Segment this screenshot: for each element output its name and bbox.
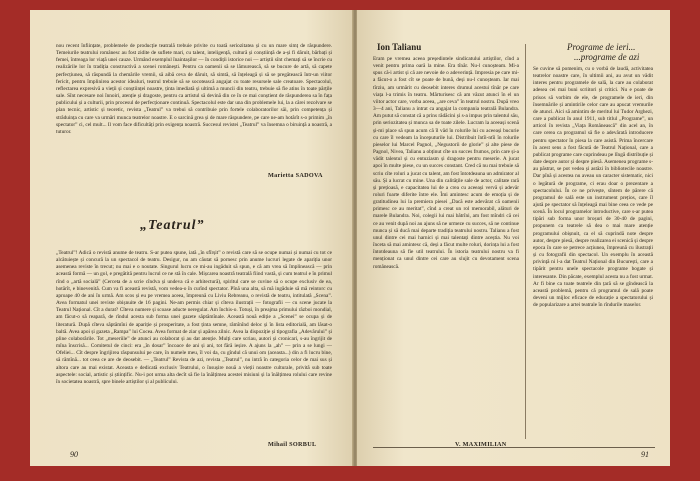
bottom-rule (373, 447, 655, 448)
page-number-left: 90 (70, 450, 78, 459)
programs-heading-2: ...programe de azi (574, 52, 640, 62)
talianu-text: Eram pe vremea aceea președintele sindicatului artiștilor, cînd a venit pentru prima oară la mine. Era tînăr. Nu-l cunoșteam. Mi-a spus că-i artist și că are nevoie de o adeverință. Impresia pe care mi-a făcut-o a fost cît se poate de bună, deși nu-l cunoșteam. Iar mai tîrziu, am urmărit cu deosebit interes drumul acestui tînăr pe care viața l-a trimis în teatru. Mărturisesc că am văzut atunci în el un viitor actor care, vorba aceea, „are ceva” în teatrul nostru. După vreo 3—4 ani, Talianu a intrat ca angajat la compania teatrală Bulandra. Am putut să constat că a prins rădăcini și s-a impus prin talentul său, prin seriozitatea și munca sa de toate zilele. Lucram la aceeași scenă și-mi place să spun acum că îl văd în rolurile lui cu aceeași bucurie cu care îl vedeam la începuturile lui. Distribuit întîi-ntîi în rolurile pieselor lui Marcel Pagnol, „Negustorii de glorie” și alte piese de Pagnol, Nivea, Talianu a obținut cîte un succes frumos, prin care și-a vădit talentul și cu entuziasm și dragoste pentru meserie. A jucat apoi în multe piese, cu un succes constant. Cred că nu mai trebuie să scriu cîte roluri a jucat cu talent, am fost întotdeauna un admirator al său. Și a lucrat cu mine. Una din calitățile sale de actor, calitate rară și prețioasă, e capacitatea lui de a crea cu aceeași vervă și adevăr roluri foarte diferite între ele. Îmi amintesc acum de emoția și de gratitudinea lui la premiera piesei „Dacă este adevărat că oamenii primesc ce au meritat”, cînd a creat un rol memorabil, alături de marele Bulandra. Noi, colegii lui mai bătrîni, am fost mîndri că cei ce au venit după noi au ajuns să ne urmeze cu succes, să ne continue munca și să ducă mai departe tradiția teatrului nostru. Talianu a fost unul dintre cei mai harnici și mai talentați dintre aceștia. Nu voi înceta să mai amintesc că, deși a făcut multe roluri, dorința lui a fost întotdeauna să fie util teatrului. În istoria teatrului nostru va fi menționat ca unul dintre cei care au slujit cu devotament scena românească. (373, 56, 519, 270)
opening-article-text: nou recent înființate, problemele de producție teatrală trebuie privite cu toată seriozitatea și cu un mare simț de răspundere. Temeiurile teatrului românesc au fost zidite de suflete mari, cu talent, inteligență, cultură și conștiință de a-și fi dăruit, bărbați și femei, întreaga lor viață unei cauze. Urmând exemplul înaintașilor — în condiții istorice noi — artiștii sînt chemați să se încrie cu realizările lor în tradiția constructivă a scenei românești. Pentru ca oamenii să se lămurească, să se bucure de artă, să capete perfecțiunea, să răspundă la chemările vremii, să aibă ceva de dăruit, să simtă, să înțeleagă și să se pregătească într-un viitor fericit, pentru împlinirea acestor idealuri, teatrul trebuie să se socotească angajat cu toate resursele sale creatoare. Spectacolul, reflectarea expresivă a vieții și conștiinței noastre, ținta imediată și ultimă a muncii din teatru, trebuie să fie atins în toate părțile sale. Sînt necesare noi înnoiri, atenție și dragoste, pentru ca artistul să devină din ce în ce mai conștient de răspunderea sa în fața publicului și a culturii, prin procesul de perfecționare continuă. Spectacolul este dar una din problemele lui, la a cărei rezolvare se plan tecnic, artistic și teoretic, revista „Teatrul” va trebui să contribuie prin fortele colaboratorilor săi, prin competența și străduința cu care va urmări munca teatrelor noastre. E o sarcină grea și de mare răspundere, pe care ne-am hotărît s-o primim „în spectator” ci, cel mult... Il vom face dificultăți prin exigența noastră. Succesul revistei „Teatrul” va însemna o biruință a noastră, a tuturor. (56, 43, 332, 135)
left-page (30, 10, 354, 466)
programs-text: Se cuvine să pomenim, cu o vorbă de laudă, activitatea teatrelor noastre care, în ultimii ani, au avut un vădit interes pentru programele de sală, la care au colaborat adesea cei mai buni scriitori și critici. Nu e poate de prisos să vorbim de ele, de programele de ieri, din însemnările și amintirile celor care au apucat vremurile de atunci. Aici să amintim de meritul lui Tudor Arghezi, care a publicat în anul 1911, sub titlul „Programe”, un articol în revista „Viața Românească” din acel an, în care cerea ca programul să fie o adevărată introducere pentru spectator în piesa la care asistă. Prima încercare în acest sens a fost făcută de Teatrul Național, care a publicat programe care cuprindeau pe lîngă distribuție și date despre autor și despre piesă. Asemenea programe s-au păstrat, se pot vedea și astăzi în bibliotecile noastre. Dar pînă și acestea nu aveau un caracter sistematic, nici o legătură de programe, ci erau doar o prezentare a spectacolului. În ce ne privește, sîntem de părere că programul de sală este un instrument prețios, care îl ajută pe spectator să înțeleagă mai bine ceea ce vede pe scenă. În locul programelor introductive, care s-ar putea tipări sub forma unor broșuri de 30-40 de pagini, propunem ca teatrele să dea o mai mare atenție programului obișnuit, ca el să cuprindă note despre autor, despre piesă, despre realizarea ei scenică și despre epoca în care se petrece acțiunea, împreună cu ilustrații și cu fotografii din spectacol. Un exemplu în această privință ni l-a dat Teatrul Național din București, care a tipărit pentru unele spectacole programe bogate și interesante. Din păcate, exemplul acesta nu a fost urmat. Ar fi bine ca toate teatrele din țară să se gîndească la această problemă, pentru că programul de sală poate deveni un mijloc eficace de educație a spectatorului și de popularizare a artei teatrale în rîndurile maselor. (533, 66, 653, 309)
talianu-signature: V. MAXIMILIAN (455, 441, 507, 448)
programs-heading-1: Programe de ieri... (567, 42, 636, 52)
article-title: „Teatrul” (140, 218, 205, 233)
opening-article-signature: Marietta SADOVA (268, 172, 323, 179)
page-number-right: 91 (641, 450, 649, 459)
article-body: „Teatrul”! Adică o revistă anume de teatru. S-ar putea spune, iată „în sfîrșit” o revistă care să se ocupe numai și numai cu tot ce alcătuiește și concură la un spectacol de teatru. Desigur, nu am căutat să pornesc prin anume lucruri legate de apariția unor asemenea reviste în trecut; nu mai e o noutate. Singurul lucru ce mi-au ingăduit să spun, e că am vrea să împlinească — prin această formă — un gol, e pregătită pentru lucrul ce ne stă în cale. Mișcarea noastră teatrală fiind vastă, și cum teatrul e în primul rînd o „artă socială” (Cerceta de a scrie cîndva și undeva că e arhitectură), spiritul care se cuvine să o ocupe exclusiv de ea, hotărît, e binevenită. Cum va fi această revistă, vom vedea-o în curînd spectator. Pînă una alta, să mă ingăduie să mă reintorc cu aproape 40 de ani în urmă. Am scos și eu pe vremea aceea, împreună cu Liviu Rebreanu, o revistă de teatru, intitulată „Scena”. Avea formatul unei reviste obișnuite de 16 pagini. Ne-am permis chiar și cîteva ilustrații — fotografii — cu scene jucate la Teatrul Național. Cît a durat? Cîteva numere și scoase aducte neregulat. Am închis-o. Totuși, în preajma primului război mondial, am făcut-o să reapară, de rîndul acesta sub forma unei gazete săptămînale. Această nouă ediție a „Scenei” se ocupa și de literatură. După cîteva săptămîni de apariție și prosperitate, a fost ținta semne, rămînînd deloc și în lista editorială, am lăsat-o baltă. Avea apoi și gazeta „Rampa” lui Cocea. Avea format de ziar și apărea zilnic. Avea la dispoziție și tipografia „Adevărului” și pline colaborările. Tot „meseriile” de atunci au colaborat și au dat atenție. Mulți care scriau, autori și cronicari, s-au îngrijit de mîna înscrisă... Comitetul de cinci: era „în dosar” încoace de ani și ani, tot fără ieșire. A ajuns la „ah” — prin a se lungi — Ofeliei... Cît despre îngrijirea răspunsului pe care, în numele meu, îl voi da, cu gîndul că unui om (aceasta...) din a fi lucru bine, să rămînă... tot ceea ce are de deosebit. — „Teatrul” Revista de azi, revista „Teatrul”, nu intră în categoria celor de mai sus și altora care au mai existat. Aceasta e dedicată exclusiv Teatrului, o însușire nouă a vieții noastre culturale, privită sub toate aspectele: social, artistic și științific. Nu-i pot urma alta decît să fie la înălțimea acestei misiuni și la înălțimea rolului care revine în societatea noastră, spre binele artiștilor și al publicului. (56, 250, 332, 385)
talianu-heading: Ion Talianu (377, 42, 422, 52)
article-signature: Mihail SORBUL (268, 441, 317, 448)
column-divider (525, 44, 526, 439)
right-page (357, 10, 670, 466)
